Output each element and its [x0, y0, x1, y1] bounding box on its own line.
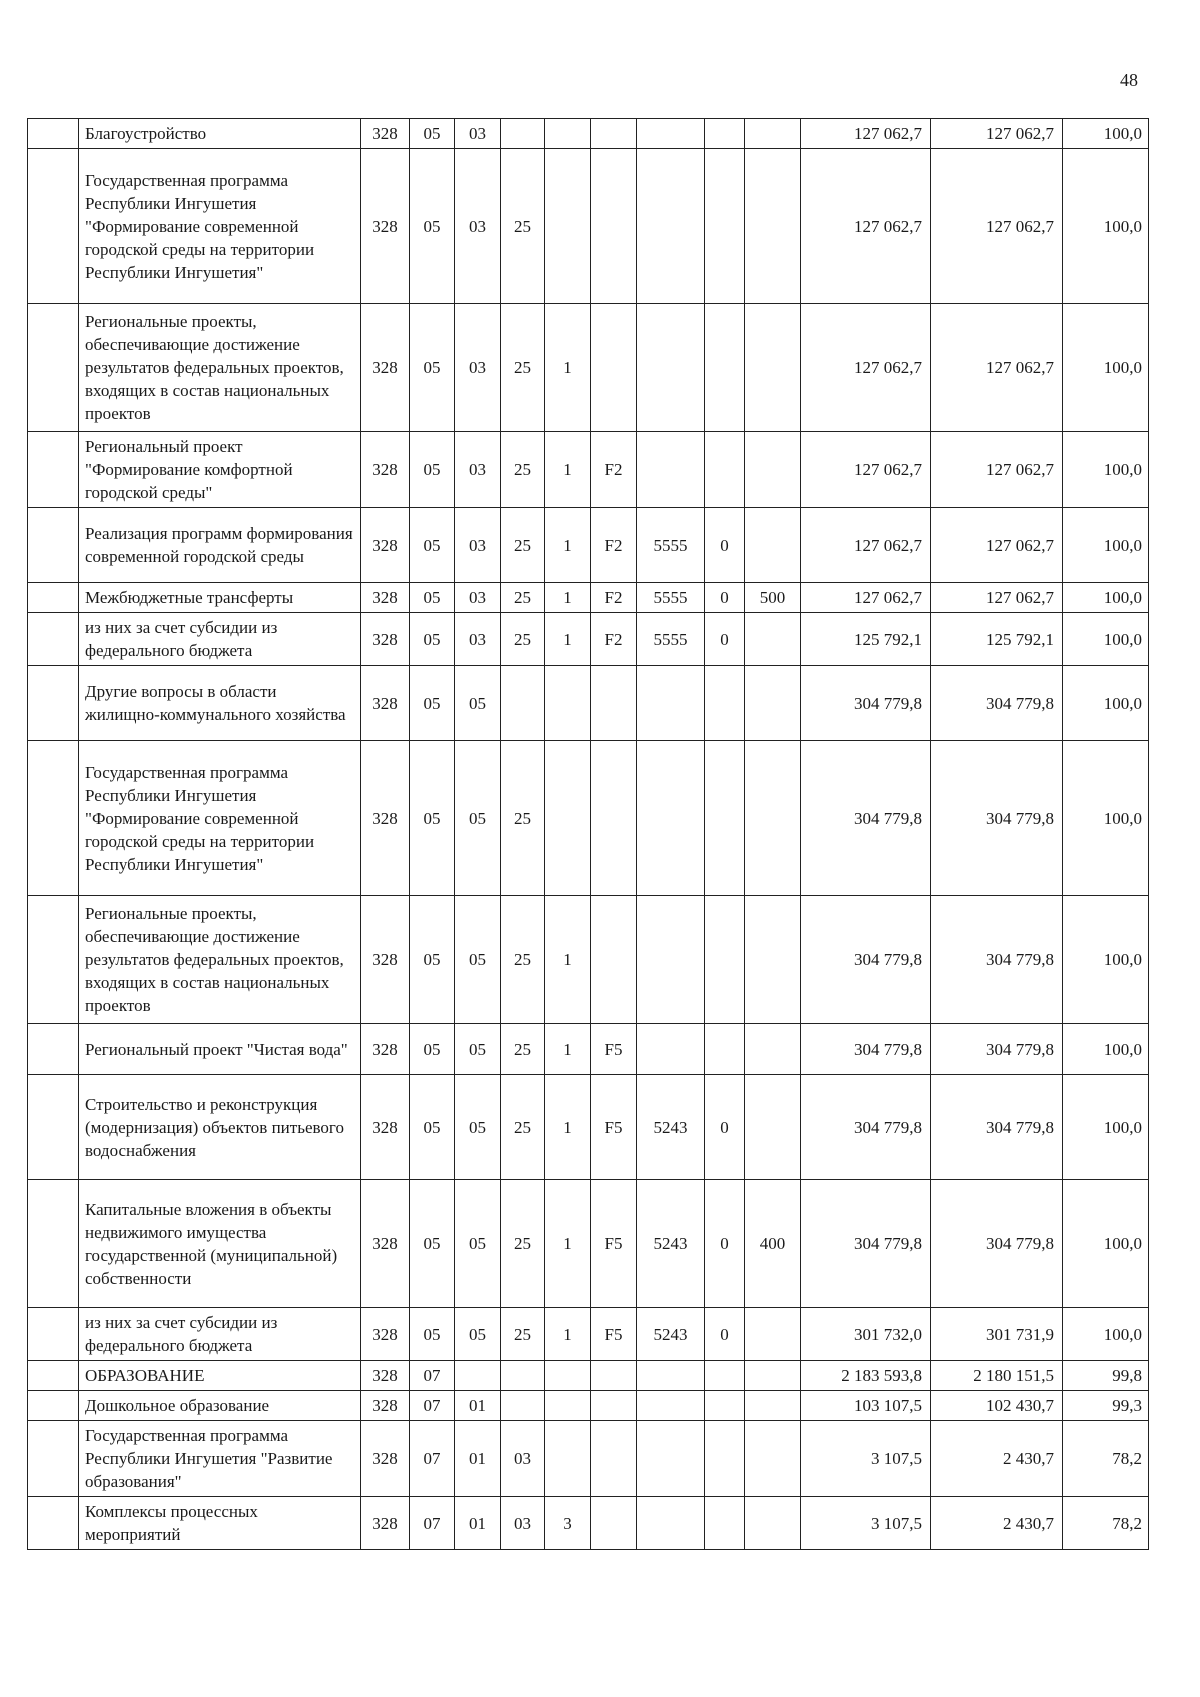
cell-subprogram-code: 1 [545, 508, 591, 583]
cell-direction-sub-code [705, 1421, 745, 1497]
cell-program-code [501, 1391, 545, 1421]
cell-name: Межбюджетные трансферты [79, 583, 361, 613]
cell-section-code: 05 [410, 432, 455, 508]
cell-expense-type-code [745, 613, 801, 666]
cell-section-code: 05 [410, 896, 455, 1024]
cell-plan-amount: 304 779,8 [801, 1180, 931, 1308]
cell-subsection-code: 03 [455, 149, 501, 304]
cell-direction-code [637, 1497, 705, 1550]
table-row [28, 741, 1149, 896]
cell-direction-code [637, 149, 705, 304]
cell-expense-type-code [745, 741, 801, 896]
cell-name: ОБРАЗОВАНИЕ [79, 1361, 361, 1391]
cell-section-code: 05 [410, 1075, 455, 1180]
cell-program-code: 03 [501, 1421, 545, 1497]
cell-section-code: 05 [410, 1308, 455, 1361]
cell-program-code: 25 [501, 304, 545, 432]
cell-subsection-code: 03 [455, 508, 501, 583]
cell-section-code: 07 [410, 1421, 455, 1497]
cell-ministry-code: 328 [361, 119, 410, 149]
cell-name: Благоустройство [79, 119, 361, 149]
cell-direction-sub-code: 0 [705, 508, 745, 583]
table-row [28, 149, 1149, 304]
cell-direction-code [637, 432, 705, 508]
page-number: 48 [1120, 70, 1138, 90]
cell-program-code: 25 [501, 613, 545, 666]
cell-ministry-code: 328 [361, 1024, 410, 1075]
cell-direction-sub-code [705, 432, 745, 508]
cell-plan-amount: 127 062,7 [801, 583, 931, 613]
cell-subprogram-code: 1 [545, 1308, 591, 1361]
cell-number [28, 304, 79, 432]
cell-actual-amount: 2 180 151,5 [931, 1361, 1063, 1391]
cell-percent: 100,0 [1063, 1024, 1149, 1075]
cell-subsection-code: 03 [455, 119, 501, 149]
cell-direction-sub-code [705, 149, 745, 304]
cell-actual-amount: 127 062,7 [931, 508, 1063, 583]
cell-name: Региональные проекты, обеспечивающие достижение результатов федеральных проектов, входящих в состав национальных проектов [79, 896, 361, 1024]
cell-section-code: 05 [410, 149, 455, 304]
cell-program-code: 25 [501, 1180, 545, 1308]
cell-ministry-code: 328 [361, 583, 410, 613]
cell-subprogram-code [545, 119, 591, 149]
cell-name: Государственная программа Республики Ингушетия "Формирование современной городской среды на территории Республики Ингушетия" [79, 741, 361, 896]
cell-name: Государственная программа Республики Ингушетия "Формирование современной городской среды на территории Республики Ингушетия" [79, 149, 361, 304]
cell-percent: 100,0 [1063, 432, 1149, 508]
cell-plan-amount: 127 062,7 [801, 508, 931, 583]
cell-subprogram-code: 1 [545, 1075, 591, 1180]
cell-expense-type-code [745, 1361, 801, 1391]
cell-project-code [591, 741, 637, 896]
cell-percent: 100,0 [1063, 304, 1149, 432]
cell-direction-code: 5243 [637, 1308, 705, 1361]
cell-plan-amount: 3 107,5 [801, 1497, 931, 1550]
cell-program-code [501, 1361, 545, 1391]
cell-project-code: F5 [591, 1308, 637, 1361]
cell-direction-code: 5555 [637, 583, 705, 613]
cell-percent: 100,0 [1063, 149, 1149, 304]
cell-project-code: F2 [591, 432, 637, 508]
cell-project-code: F2 [591, 613, 637, 666]
cell-ministry-code: 328 [361, 666, 410, 741]
cell-percent: 100,0 [1063, 1075, 1149, 1180]
cell-direction-code [637, 1361, 705, 1391]
cell-percent: 100,0 [1063, 1308, 1149, 1361]
cell-subsection-code: 01 [455, 1497, 501, 1550]
cell-number [28, 1497, 79, 1550]
cell-direction-code: 5555 [637, 508, 705, 583]
cell-name: Строительство и реконструкция (модернизация) объектов питьевого водоснабжения [79, 1075, 361, 1180]
cell-percent: 78,2 [1063, 1421, 1149, 1497]
cell-program-code: 25 [501, 741, 545, 896]
cell-expense-type-code: 500 [745, 583, 801, 613]
cell-percent: 100,0 [1063, 741, 1149, 896]
cell-program-code: 25 [501, 1024, 545, 1075]
cell-ministry-code: 328 [361, 149, 410, 304]
cell-plan-amount: 127 062,7 [801, 119, 931, 149]
cell-name: Региональный проект "Чистая вода" [79, 1024, 361, 1075]
cell-actual-amount: 301 731,9 [931, 1308, 1063, 1361]
cell-ministry-code: 328 [361, 1308, 410, 1361]
cell-project-code [591, 149, 637, 304]
cell-plan-amount: 103 107,5 [801, 1391, 931, 1421]
cell-subsection-code [455, 1361, 501, 1391]
cell-actual-amount: 304 779,8 [931, 1180, 1063, 1308]
cell-direction-code [637, 1421, 705, 1497]
cell-subprogram-code: 3 [545, 1497, 591, 1550]
cell-number [28, 583, 79, 613]
cell-expense-type-code [745, 508, 801, 583]
cell-number [28, 119, 79, 149]
cell-program-code: 25 [501, 508, 545, 583]
cell-subsection-code: 05 [455, 666, 501, 741]
cell-number [28, 1361, 79, 1391]
table-row [28, 613, 1149, 666]
cell-program-code: 03 [501, 1497, 545, 1550]
cell-plan-amount: 127 062,7 [801, 304, 931, 432]
cell-subsection-code: 01 [455, 1421, 501, 1497]
cell-number [28, 1024, 79, 1075]
cell-subprogram-code [545, 1361, 591, 1391]
cell-actual-amount: 2 430,7 [931, 1421, 1063, 1497]
budget-table [27, 118, 1149, 1550]
table-row [28, 1361, 1149, 1391]
cell-percent: 100,0 [1063, 508, 1149, 583]
cell-number [28, 1075, 79, 1180]
cell-direction-sub-code [705, 1024, 745, 1075]
cell-name: Комплексы процессных мероприятий [79, 1497, 361, 1550]
cell-actual-amount: 127 062,7 [931, 583, 1063, 613]
table-row [28, 896, 1149, 1024]
cell-plan-amount: 127 062,7 [801, 149, 931, 304]
cell-name: Региональный проект "Формирование комфортной городской среды" [79, 432, 361, 508]
cell-direction-sub-code [705, 1361, 745, 1391]
cell-actual-amount: 2 430,7 [931, 1497, 1063, 1550]
cell-expense-type-code [745, 432, 801, 508]
cell-project-code [591, 1361, 637, 1391]
cell-name: Дошкольное образование [79, 1391, 361, 1421]
table-row [28, 1180, 1149, 1308]
cell-subprogram-code [545, 1421, 591, 1497]
cell-project-code: F2 [591, 508, 637, 583]
cell-direction-sub-code [705, 741, 745, 896]
cell-expense-type-code [745, 1497, 801, 1550]
cell-direction-sub-code [705, 1391, 745, 1421]
cell-expense-type-code [745, 896, 801, 1024]
cell-ministry-code: 328 [361, 741, 410, 896]
cell-percent: 100,0 [1063, 666, 1149, 741]
cell-actual-amount: 127 062,7 [931, 304, 1063, 432]
cell-plan-amount: 304 779,8 [801, 1024, 931, 1075]
cell-plan-amount: 2 183 593,8 [801, 1361, 931, 1391]
cell-percent: 100,0 [1063, 896, 1149, 1024]
cell-number [28, 1421, 79, 1497]
cell-subprogram-code: 1 [545, 1024, 591, 1075]
cell-plan-amount: 3 107,5 [801, 1421, 931, 1497]
cell-direction-code: 5555 [637, 613, 705, 666]
cell-expense-type-code [745, 149, 801, 304]
cell-section-code: 05 [410, 304, 455, 432]
cell-ministry-code: 328 [361, 304, 410, 432]
cell-project-code [591, 1391, 637, 1421]
cell-subsection-code: 05 [455, 1180, 501, 1308]
cell-project-code: F5 [591, 1024, 637, 1075]
cell-number [28, 741, 79, 896]
cell-name: Другие вопросы в области жилищно-коммунального хозяйства [79, 666, 361, 741]
cell-direction-sub-code [705, 304, 745, 432]
cell-plan-amount: 304 779,8 [801, 896, 931, 1024]
cell-project-code [591, 304, 637, 432]
cell-ministry-code: 328 [361, 432, 410, 508]
cell-number [28, 432, 79, 508]
cell-program-code: 25 [501, 432, 545, 508]
cell-name: из них за счет субсидии из федерального бюджета [79, 1308, 361, 1361]
cell-actual-amount: 125 792,1 [931, 613, 1063, 666]
cell-direction-code [637, 896, 705, 1024]
cell-section-code: 05 [410, 1024, 455, 1075]
cell-section-code: 05 [410, 741, 455, 896]
cell-project-code [591, 666, 637, 741]
table-row [28, 119, 1149, 149]
cell-number [28, 508, 79, 583]
cell-program-code [501, 666, 545, 741]
cell-program-code [501, 119, 545, 149]
cell-program-code: 25 [501, 1075, 545, 1180]
cell-ministry-code: 328 [361, 896, 410, 1024]
cell-section-code: 05 [410, 613, 455, 666]
table-row [28, 1497, 1149, 1550]
cell-subsection-code: 05 [455, 896, 501, 1024]
cell-actual-amount: 304 779,8 [931, 666, 1063, 741]
cell-direction-sub-code: 0 [705, 1308, 745, 1361]
cell-section-code: 07 [410, 1391, 455, 1421]
cell-section-code: 05 [410, 508, 455, 583]
table-row [28, 1391, 1149, 1421]
cell-ministry-code: 328 [361, 613, 410, 666]
cell-subprogram-code [545, 741, 591, 896]
cell-actual-amount: 127 062,7 [931, 432, 1063, 508]
cell-subprogram-code: 1 [545, 613, 591, 666]
cell-name: из них за счет субсидии из федерального бюджета [79, 613, 361, 666]
cell-actual-amount: 127 062,7 [931, 149, 1063, 304]
cell-direction-code [637, 304, 705, 432]
cell-number [28, 1180, 79, 1308]
cell-plan-amount: 125 792,1 [801, 613, 931, 666]
cell-plan-amount: 304 779,8 [801, 666, 931, 741]
cell-subprogram-code: 1 [545, 1180, 591, 1308]
cell-expense-type-code [745, 666, 801, 741]
cell-subsection-code: 05 [455, 1308, 501, 1361]
table-row [28, 666, 1149, 741]
cell-expense-type-code [745, 1075, 801, 1180]
cell-ministry-code: 328 [361, 1497, 410, 1550]
cell-subsection-code: 01 [455, 1391, 501, 1421]
cell-ministry-code: 328 [361, 1180, 410, 1308]
cell-name: Государственная программа Республики Ингушетия "Развитие образования" [79, 1421, 361, 1497]
cell-project-code [591, 896, 637, 1024]
cell-section-code: 05 [410, 666, 455, 741]
cell-subprogram-code [545, 1391, 591, 1421]
cell-actual-amount: 102 430,7 [931, 1391, 1063, 1421]
cell-expense-type-code [745, 304, 801, 432]
cell-subsection-code: 03 [455, 583, 501, 613]
cell-percent: 100,0 [1063, 583, 1149, 613]
cell-name: Капитальные вложения в объекты недвижимого имущества государственной (муниципальной) собственности [79, 1180, 361, 1308]
cell-project-code [591, 1421, 637, 1497]
cell-section-code: 05 [410, 583, 455, 613]
cell-direction-sub-code: 0 [705, 1075, 745, 1180]
cell-ministry-code: 328 [361, 1421, 410, 1497]
cell-plan-amount: 304 779,8 [801, 1075, 931, 1180]
cell-percent: 99,3 [1063, 1391, 1149, 1421]
cell-percent: 100,0 [1063, 119, 1149, 149]
cell-direction-code: 5243 [637, 1075, 705, 1180]
cell-section-code: 07 [410, 1497, 455, 1550]
cell-direction-code [637, 119, 705, 149]
cell-direction-code: 5243 [637, 1180, 705, 1308]
table-row [28, 1075, 1149, 1180]
cell-program-code: 25 [501, 583, 545, 613]
cell-actual-amount: 304 779,8 [931, 1024, 1063, 1075]
cell-subsection-code: 03 [455, 432, 501, 508]
cell-direction-code [637, 1391, 705, 1421]
cell-project-code: F5 [591, 1075, 637, 1180]
cell-direction-sub-code: 0 [705, 1180, 745, 1308]
cell-section-code: 07 [410, 1361, 455, 1391]
cell-actual-amount: 304 779,8 [931, 896, 1063, 1024]
cell-project-code: F2 [591, 583, 637, 613]
table-row [28, 583, 1149, 613]
cell-percent: 78,2 [1063, 1497, 1149, 1550]
cell-direction-sub-code: 0 [705, 583, 745, 613]
cell-number [28, 149, 79, 304]
cell-subprogram-code [545, 149, 591, 304]
cell-expense-type-code [745, 1391, 801, 1421]
cell-plan-amount: 304 779,8 [801, 741, 931, 896]
cell-expense-type-code [745, 1308, 801, 1361]
cell-percent: 100,0 [1063, 1180, 1149, 1308]
table-row [28, 508, 1149, 583]
cell-name: Региональные проекты, обеспечивающие достижение результатов федеральных проектов, входящих в состав национальных проектов [79, 304, 361, 432]
cell-actual-amount: 304 779,8 [931, 741, 1063, 896]
cell-ministry-code: 328 [361, 1391, 410, 1421]
cell-direction-code [637, 666, 705, 741]
cell-direction-sub-code [705, 896, 745, 1024]
cell-number [28, 613, 79, 666]
cell-ministry-code: 328 [361, 1361, 410, 1391]
cell-subsection-code: 05 [455, 741, 501, 896]
table-row [28, 432, 1149, 508]
cell-actual-amount: 127 062,7 [931, 119, 1063, 149]
cell-direction-sub-code [705, 666, 745, 741]
cell-direction-code [637, 741, 705, 896]
cell-number [28, 666, 79, 741]
cell-expense-type-code [745, 1024, 801, 1075]
table-row [28, 1308, 1149, 1361]
cell-direction-sub-code: 0 [705, 613, 745, 666]
cell-direction-sub-code [705, 119, 745, 149]
cell-expense-type-code: 400 [745, 1180, 801, 1308]
cell-subprogram-code [545, 666, 591, 741]
cell-percent: 99,8 [1063, 1361, 1149, 1391]
cell-project-code [591, 119, 637, 149]
cell-subprogram-code: 1 [545, 896, 591, 1024]
cell-ministry-code: 328 [361, 508, 410, 583]
table-row [28, 1421, 1149, 1497]
table-body [28, 119, 1149, 1550]
cell-expense-type-code [745, 1421, 801, 1497]
cell-expense-type-code [745, 119, 801, 149]
cell-project-code: F5 [591, 1180, 637, 1308]
cell-program-code: 25 [501, 149, 545, 304]
cell-program-code: 25 [501, 896, 545, 1024]
cell-subprogram-code: 1 [545, 432, 591, 508]
table-row [28, 304, 1149, 432]
table-row [28, 1024, 1149, 1075]
cell-plan-amount: 127 062,7 [801, 432, 931, 508]
cell-program-code: 25 [501, 1308, 545, 1361]
cell-project-code [591, 1497, 637, 1550]
cell-subsection-code: 05 [455, 1024, 501, 1075]
cell-subsection-code: 03 [455, 304, 501, 432]
cell-subprogram-code: 1 [545, 304, 591, 432]
cell-name: Реализация программ формирования современной городской среды [79, 508, 361, 583]
cell-direction-code [637, 1024, 705, 1075]
cell-section-code: 05 [410, 1180, 455, 1308]
cell-subsection-code: 05 [455, 1075, 501, 1180]
cell-plan-amount: 301 732,0 [801, 1308, 931, 1361]
cell-subsection-code: 03 [455, 613, 501, 666]
cell-actual-amount: 304 779,8 [931, 1075, 1063, 1180]
cell-number [28, 1391, 79, 1421]
cell-number [28, 1308, 79, 1361]
cell-ministry-code: 328 [361, 1075, 410, 1180]
cell-percent: 100,0 [1063, 613, 1149, 666]
cell-number [28, 896, 79, 1024]
cell-subprogram-code: 1 [545, 583, 591, 613]
cell-direction-sub-code [705, 1497, 745, 1550]
cell-section-code: 05 [410, 119, 455, 149]
